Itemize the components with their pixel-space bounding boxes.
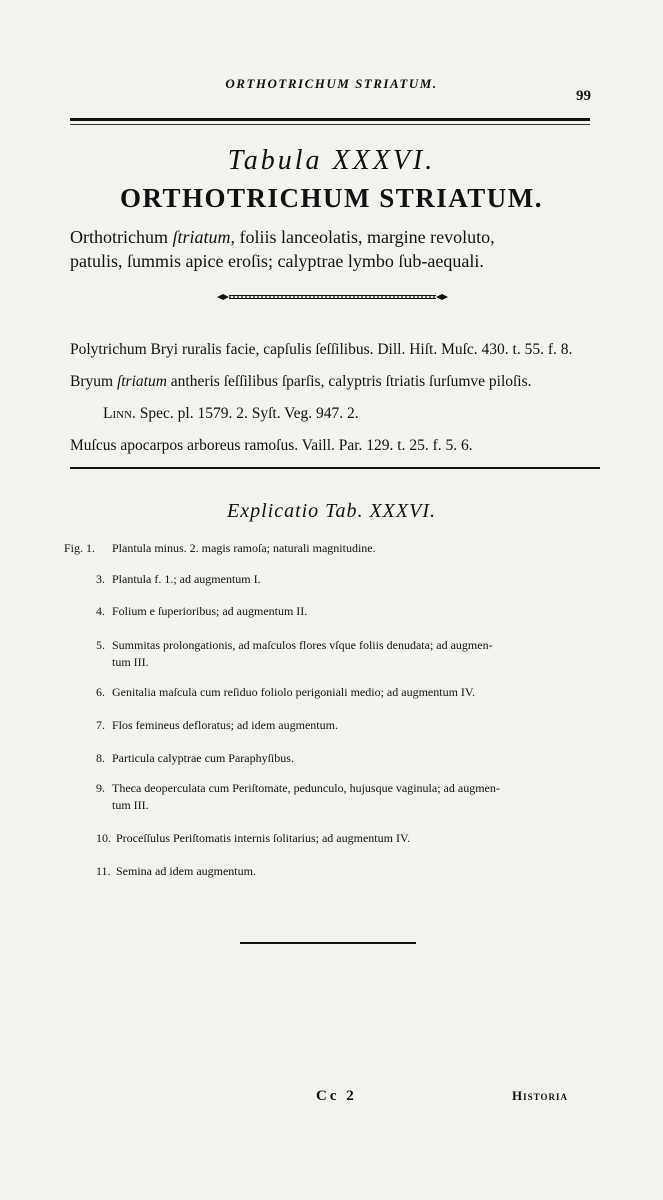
figure-number: 6. [96, 685, 105, 699]
figure-text: Theca deoperculata cum Periſtomate, pedunculo, hujusque vaginula; ad augmen- [112, 781, 500, 795]
figure-item [96, 603, 606, 620]
desc-epithet: ſtriatum [172, 227, 231, 247]
figure-text-cont: tum III. [112, 655, 149, 669]
linnaeus-reference: Spec. pl. 1579. 2. Syſt. Veg. 947. 2. [135, 405, 359, 422]
section-rule [70, 467, 600, 469]
figure-item [96, 780, 606, 814]
figure-text: Proceſſulus Periſtomatis internis ſolitarius; ad augmentum IV. [116, 831, 411, 845]
desc-text-a: Orthotrichum [70, 227, 173, 247]
figure-number: 4. [96, 604, 105, 618]
figure-text: Plantula f. 1.; ad augmentum I. [112, 572, 261, 586]
figure-text: Particula calyptrae cum Paraphyſibus. [112, 751, 294, 765]
catchword: Historia [512, 1088, 568, 1103]
figure-item [96, 684, 606, 701]
explicatio-heading: Explicatio Tab. XXXVI. [226, 500, 436, 522]
ornament-divider [215, 293, 450, 301]
synonym-vaillant: Muſcus apocarpos arboreus ramoſus. Vaill. Par. 129. t. 25. f. 5. 6. [70, 437, 473, 454]
synonym-epithet: ſtriatum [116, 373, 167, 390]
figure-text: Flos femineus defloratus; ad idem augmentum. [112, 718, 338, 732]
figure-text: Genitalia maſcula cum reſiduo foliolo perigoniali medio; ad augmentum IV. [112, 685, 476, 699]
figure-number: 5. [96, 638, 105, 652]
species-title: ORTHOTRICHUM STRIATUM. [119, 183, 544, 213]
synonym-text: antheris ſeſſilibus ſparſis, calyptris ſtriatis ſurſumve piloſis. [166, 373, 532, 390]
species-description [70, 225, 595, 273]
figure-number: 10. [96, 831, 111, 845]
running-head: ORTHOTRICHUM STRIATUM. [225, 76, 438, 91]
desc-text-b: , foliis lanceolatis, margine revoluto, [230, 227, 495, 247]
figure-text: Semina ad idem augmentum. [116, 864, 256, 878]
figure-item [96, 750, 606, 767]
page-number: 99 [576, 88, 591, 104]
figure-item [64, 540, 604, 557]
figure-text: Summitas prolongationis, ad maſculos flores vſque foliis denudata; ad augmen- [112, 638, 493, 652]
figure-text-cont: tum III. [112, 798, 149, 812]
header-rule [70, 118, 590, 121]
synonym-dillenius: Polytrichum Bryi ruralis facie, capſulis ſeſſilibus. Dill. Hiſt. Muſc. 430. t. 55. f. 8. [70, 341, 573, 358]
figure-item [96, 717, 606, 734]
figure-number: 9. [96, 781, 105, 795]
figure-item [96, 830, 606, 847]
author-linnaeus: Linn. [103, 405, 136, 422]
figure-number: Fig. 1. [64, 541, 96, 555]
figure-item [96, 637, 606, 671]
figure-item [96, 863, 606, 880]
figure-number: 7. [96, 718, 105, 732]
synonym-linnaeus [70, 373, 600, 391]
signature-mark: Cc 2 [316, 1088, 357, 1104]
end-rule [240, 942, 416, 944]
desc-line-2: patulis, ſummis apice eroſis; calyptrae lymbo ſub-aequali. [70, 251, 484, 271]
figure-number: 3. [96, 572, 105, 586]
figure-text: Plantula minus. 2. magis ramoſa; naturali magnitudine. [112, 541, 376, 555]
figure-number: 11. [96, 864, 111, 878]
synonym-linnaeus-ref [103, 405, 633, 423]
figure-number: 8. [96, 751, 105, 765]
figure-text: Folium e ſuperioribus; ad augmentum II. [112, 604, 308, 618]
synonym-genus: Bryum [70, 373, 117, 390]
header-rule-thin [70, 124, 590, 125]
figure-item [96, 571, 606, 588]
plate-number: Tabula XXXVI. [227, 145, 436, 176]
